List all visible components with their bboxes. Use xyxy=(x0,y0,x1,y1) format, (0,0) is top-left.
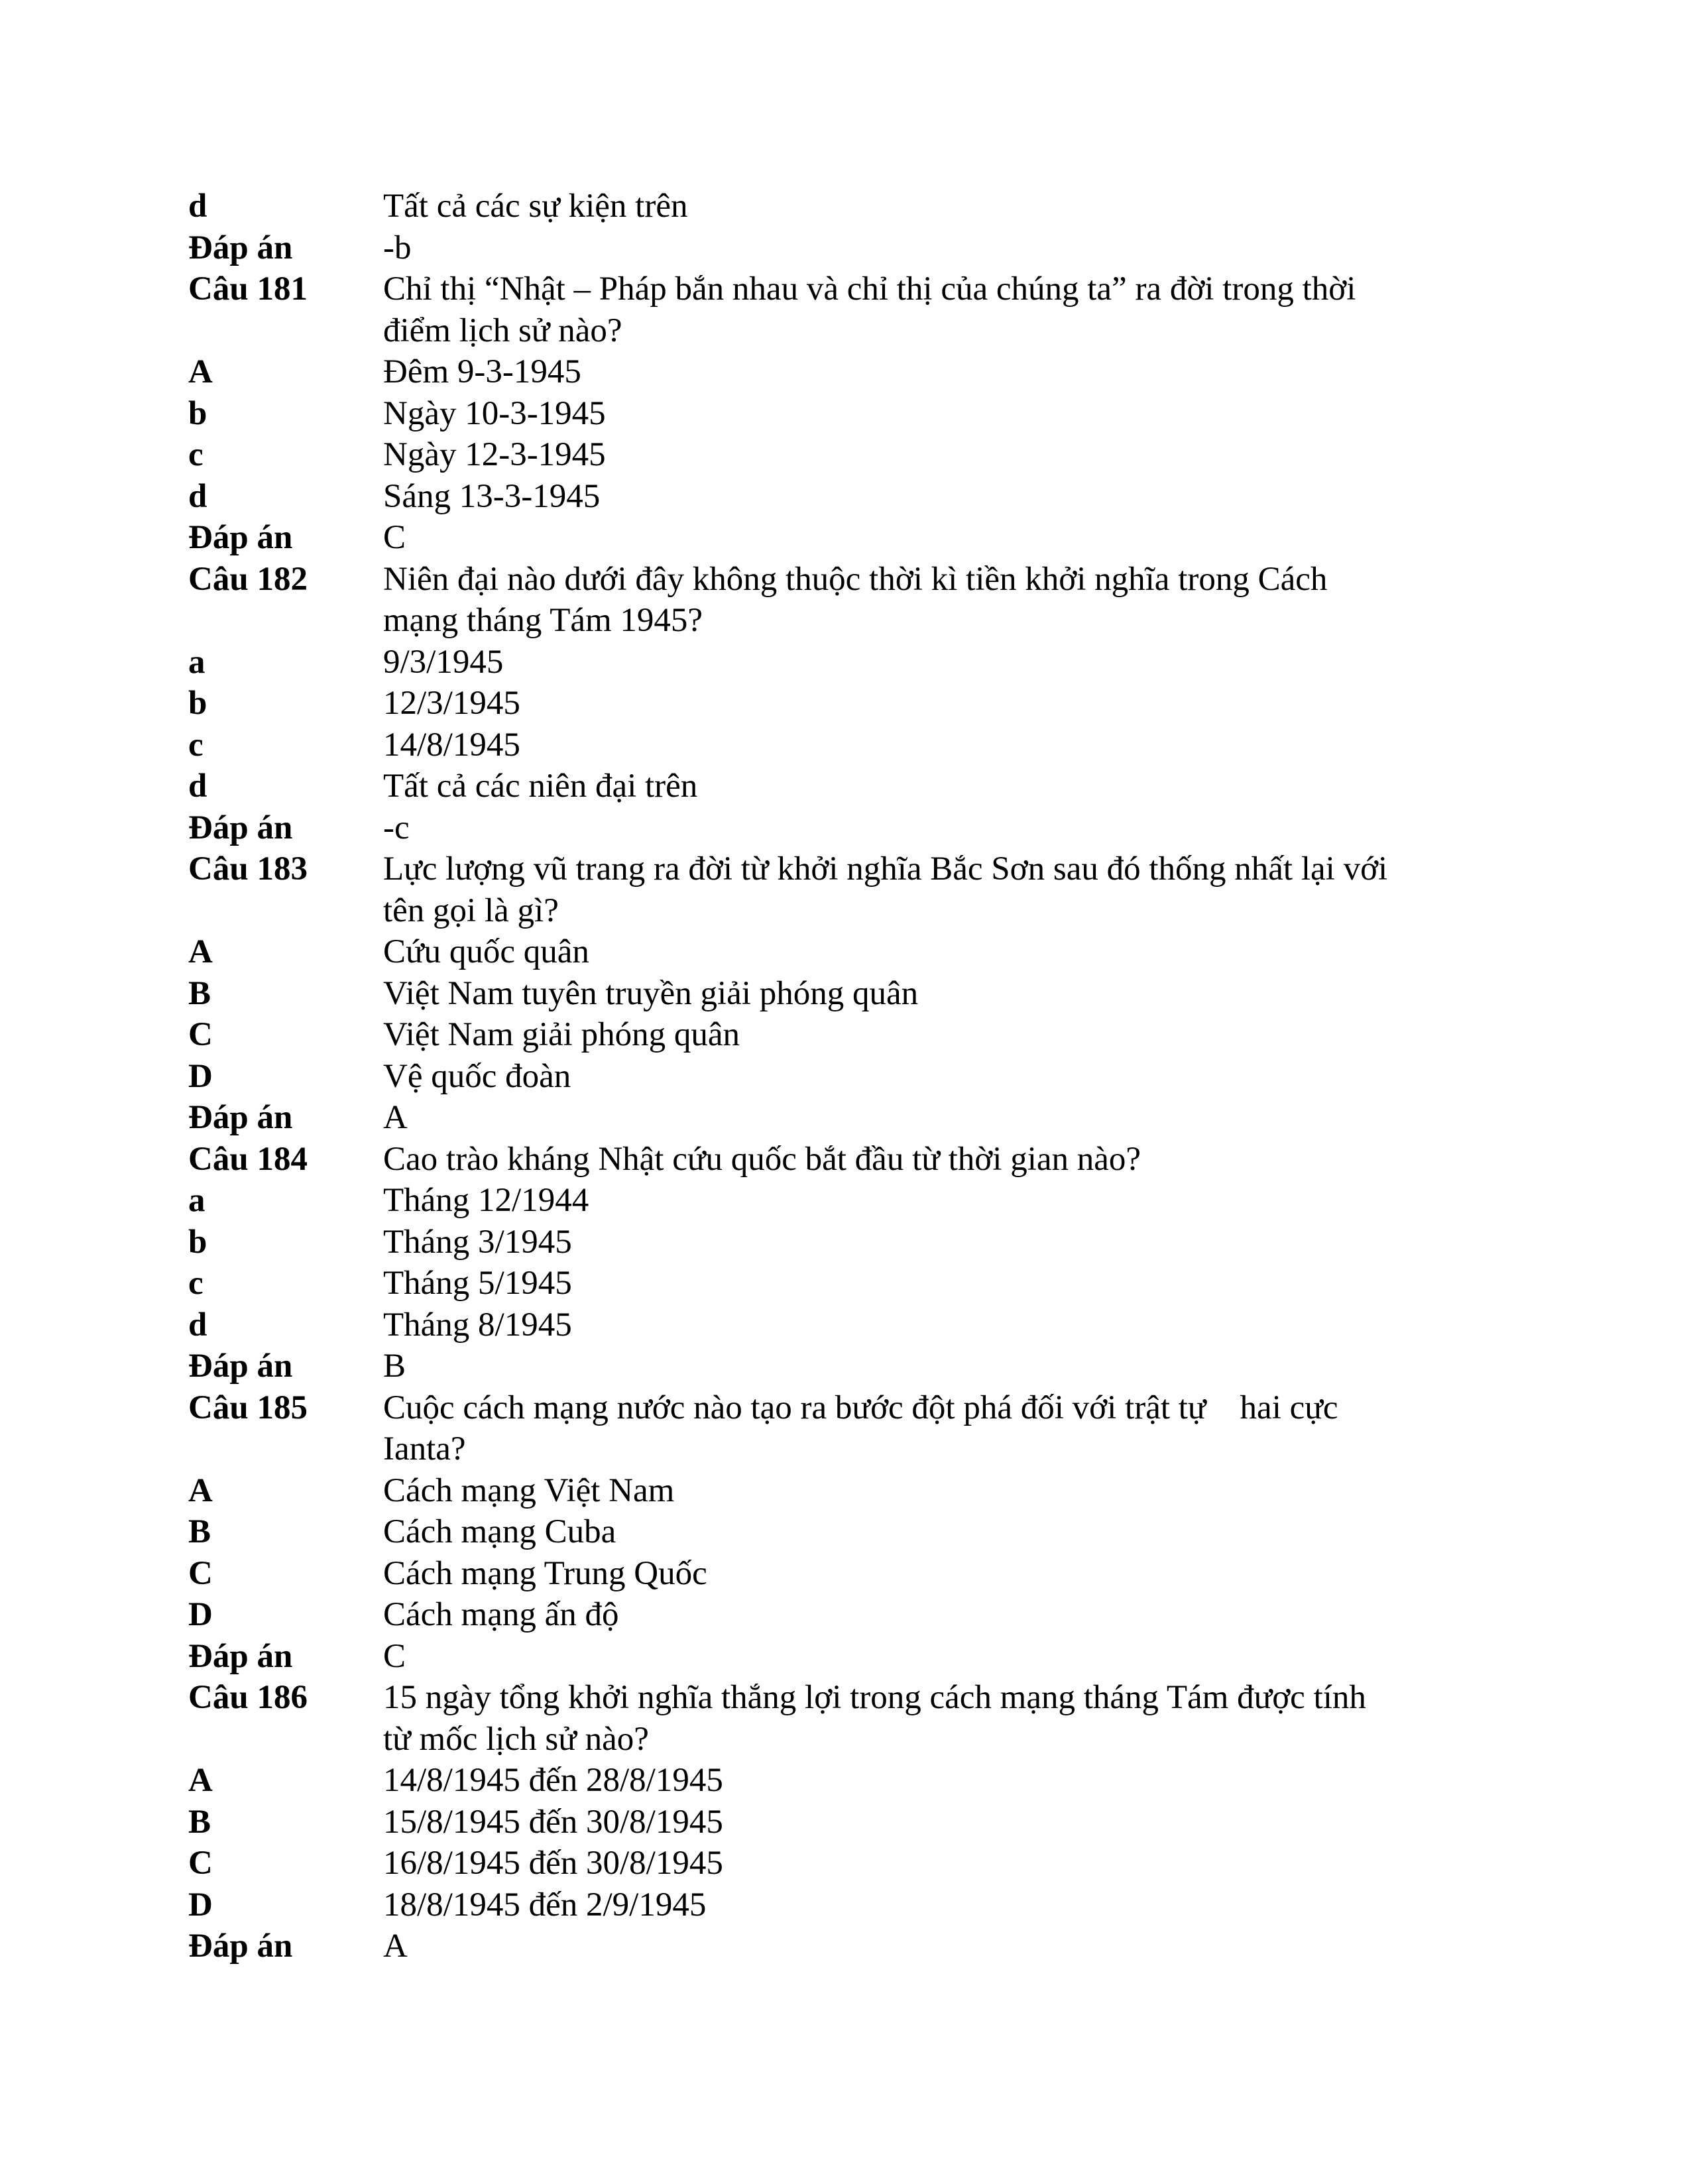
option-row xyxy=(188,1594,1487,1636)
option-row xyxy=(188,1470,1487,1512)
row-label: Câu 185 xyxy=(188,1389,308,1426)
row-text: Tháng 3/1945 xyxy=(383,1223,572,1261)
row-text: Cứu quốc quân xyxy=(383,933,589,970)
option-row xyxy=(188,186,1487,227)
row-label: Đáp án xyxy=(188,1637,293,1675)
row-label: Câu 184 xyxy=(188,1140,308,1178)
row-text: Tháng 8/1945 xyxy=(383,1306,572,1344)
option-row xyxy=(188,1304,1487,1346)
question-row xyxy=(188,268,1487,351)
row-text: Cách mạng Trung Quốc xyxy=(383,1554,707,1592)
row-label: A xyxy=(188,1471,213,1509)
row-text: 14/8/1945 xyxy=(383,726,520,764)
row-label: d xyxy=(188,188,207,225)
row-text: Lực lượng vũ trang ra đời từ khởi nghĩa Bắc Sơn sau đó thống nhất lại với tên gọi là gì? xyxy=(383,850,1388,929)
row-label: d xyxy=(188,477,207,515)
row-text: 14/8/1945 đến 28/8/1945 xyxy=(383,1762,723,1799)
row-text: B xyxy=(383,1348,406,1385)
answer-row xyxy=(188,807,1487,849)
answer-row xyxy=(188,1097,1487,1139)
row-label: D xyxy=(188,1596,213,1633)
option-row xyxy=(188,1843,1487,1884)
row-label: Đáp án xyxy=(188,1348,293,1385)
row-label: b xyxy=(188,1223,207,1261)
question-row xyxy=(188,1139,1487,1180)
option-row xyxy=(188,1511,1487,1553)
row-label: Câu 186 xyxy=(188,1679,308,1716)
row-text: Cách mạng Cuba xyxy=(383,1513,616,1550)
row-text: 12/3/1945 xyxy=(383,685,520,722)
row-text: Vệ quốc đoàn xyxy=(383,1057,571,1095)
answer-row xyxy=(188,1636,1487,1678)
option-row xyxy=(188,476,1487,518)
option-row xyxy=(188,931,1487,973)
row-label: D xyxy=(188,1057,213,1095)
option-row xyxy=(188,642,1487,683)
row-label: Đáp án xyxy=(188,809,293,846)
row-label: c xyxy=(188,1265,204,1302)
row-text: Tất cả các niên đại trên xyxy=(383,768,698,805)
option-row xyxy=(188,1014,1487,1056)
row-label: Câu 182 xyxy=(188,560,308,598)
row-text: Tất cả các sự kiện trên xyxy=(383,188,688,225)
row-label: d xyxy=(188,1306,207,1344)
answer-row xyxy=(188,1346,1487,1387)
row-label: A xyxy=(188,933,213,970)
row-label: A xyxy=(188,1762,213,1799)
row-label: Đáp án xyxy=(188,1099,293,1136)
row-text: 16/8/1945 đến 30/8/1945 xyxy=(383,1845,723,1882)
question-list xyxy=(188,186,1487,1967)
answer-row xyxy=(188,517,1487,559)
row-text: 15 ngày tổng khởi nghĩa thắng lợi trong cách mạng tháng Tám được tính từ mốc lịch sử nào? xyxy=(383,1679,1366,1758)
row-label: D xyxy=(188,1886,213,1924)
question-row xyxy=(188,1677,1487,1760)
row-label: B xyxy=(188,974,211,1012)
row-label: A xyxy=(188,353,213,390)
row-text: Niên đại nào dưới đây không thuộc thời kì tiền khởi nghĩa trong Cách mạng tháng Tám 1945? xyxy=(383,560,1328,639)
option-row xyxy=(188,724,1487,766)
row-label: Câu 181 xyxy=(188,270,308,308)
row-label: B xyxy=(188,1513,211,1550)
row-text: Việt Nam giải phóng quân xyxy=(383,1016,740,1053)
row-label: b xyxy=(188,394,207,432)
row-label: C xyxy=(188,1554,213,1592)
row-text: Cuộc cách mạng nước nào tạo ra bước đột phá đối với trật tự hai cực Ianta? xyxy=(383,1389,1338,1467)
row-label: c xyxy=(188,436,204,473)
row-label: d xyxy=(188,768,207,805)
row-label: a xyxy=(188,643,205,681)
row-text: Tháng 12/1944 xyxy=(383,1182,589,1219)
option-row xyxy=(188,1263,1487,1304)
row-text: Ngày 12-3-1945 xyxy=(383,436,606,473)
option-row xyxy=(188,683,1487,724)
question-row xyxy=(188,848,1487,931)
row-label: C xyxy=(188,1845,213,1882)
row-text: Ngày 10-3-1945 xyxy=(383,394,606,432)
row-text: A xyxy=(383,1099,408,1136)
option-row xyxy=(188,434,1487,476)
row-text: Cao trào kháng Nhật cứu quốc bắt đầu từ thời gian nào? xyxy=(383,1140,1141,1178)
row-text: -c xyxy=(383,809,410,846)
option-row xyxy=(188,1222,1487,1263)
row-text: C xyxy=(383,1637,406,1675)
answer-row xyxy=(188,1925,1487,1967)
row-text: -b xyxy=(383,229,412,266)
row-text: 9/3/1945 xyxy=(383,643,504,681)
row-text: Chỉ thị “Nhật – Pháp bắn nhau và chỉ thị của chúng ta” ra đời trong thời điểm lịch sử nào? xyxy=(383,270,1356,349)
option-row xyxy=(188,1056,1487,1098)
row-label: B xyxy=(188,1803,211,1841)
option-row xyxy=(188,1760,1487,1802)
answer-row xyxy=(188,227,1487,269)
row-text: Cách mạng ấn độ xyxy=(383,1596,619,1633)
row-text: 15/8/1945 đến 30/8/1945 xyxy=(383,1803,723,1841)
option-row xyxy=(188,1553,1487,1595)
row-label: C xyxy=(188,1016,213,1053)
row-text: A xyxy=(383,1927,408,1965)
row-label: Câu 183 xyxy=(188,850,308,888)
row-label: b xyxy=(188,685,207,722)
option-row xyxy=(188,1180,1487,1222)
row-text: Đêm 9-3-1945 xyxy=(383,353,581,390)
option-row xyxy=(188,351,1487,393)
row-label: c xyxy=(188,726,204,764)
question-row xyxy=(188,559,1487,642)
option-row xyxy=(188,393,1487,435)
row-label: Đáp án xyxy=(188,519,293,556)
question-row xyxy=(188,1387,1487,1470)
row-text: Sáng 13-3-1945 xyxy=(383,477,601,515)
option-row xyxy=(188,1802,1487,1843)
option-row xyxy=(188,766,1487,807)
row-text: Tháng 5/1945 xyxy=(383,1265,572,1302)
option-row xyxy=(188,973,1487,1015)
row-text: 18/8/1945 đến 2/9/1945 xyxy=(383,1886,707,1924)
row-text: C xyxy=(383,519,406,556)
row-label: a xyxy=(188,1182,205,1219)
row-text: Cách mạng Việt Nam xyxy=(383,1471,675,1509)
row-text: Việt Nam tuyên truyền giải phóng quân xyxy=(383,974,919,1012)
option-row xyxy=(188,1884,1487,1926)
row-label: Đáp án xyxy=(188,229,293,266)
row-label: Đáp án xyxy=(188,1927,293,1965)
